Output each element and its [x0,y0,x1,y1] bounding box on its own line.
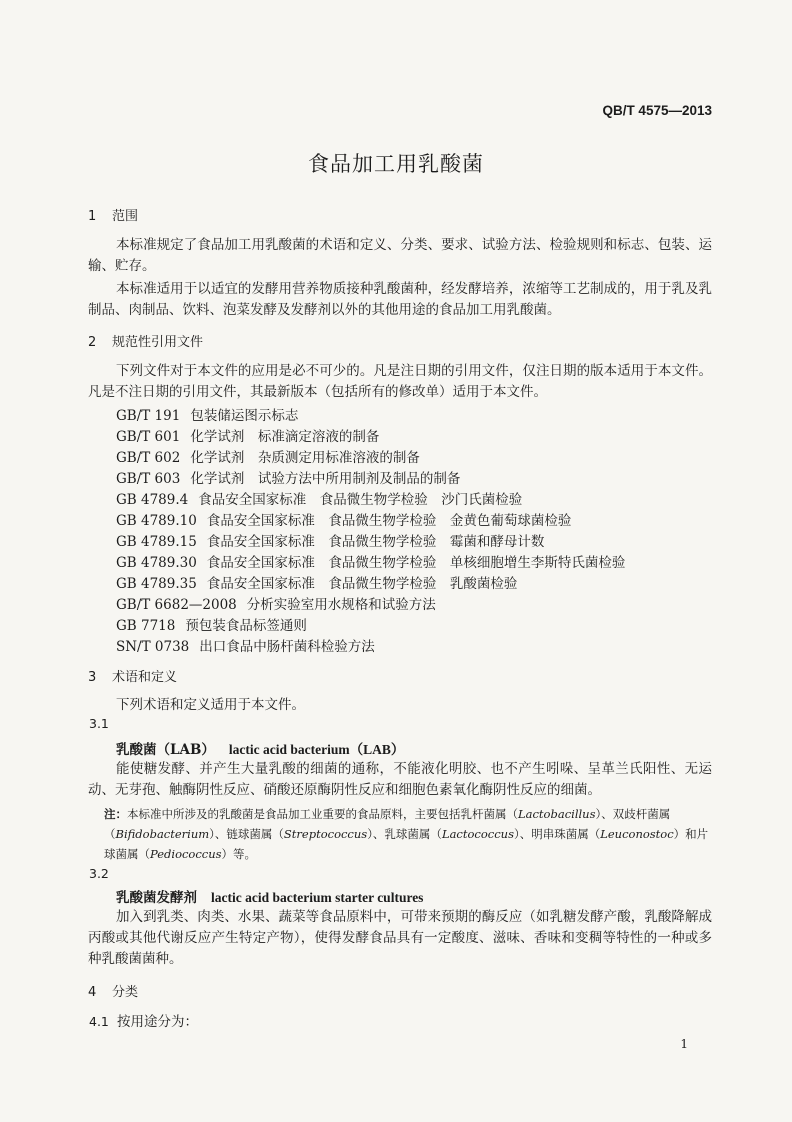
term-chinese: 乳酸菌（LAB） [116,742,215,758]
genus-name: Lactobacillus [518,807,596,821]
genus-name: Pediococcus [150,847,222,861]
genus-name: Leuconostoc [600,827,674,841]
standard-code: QB/T 4575—2013 [602,103,712,118]
reference-title: 分析实验室用水规格和试验方法 [246,597,436,613]
reference-code: GB 4789.10 [116,513,197,529]
section-number: 3 [88,670,97,685]
reference-item [116,467,460,487]
reference-title: 食品安全国家标准 食品微生物学检验 霉菌和酵母计数 [206,534,545,550]
section-number: 2 [88,335,97,350]
section-number: 1 [88,209,97,224]
terms-intro: 下列术语和定义适用于本文件。 [116,697,305,713]
reference-code: GB 4789.30 [116,555,197,571]
reference-title: 出口食品中肠杆菌科检验方法 [199,639,375,655]
reference-code: GB 4789.35 [116,576,197,592]
reference-item [116,635,375,655]
genus-name: Bifidobacterium [115,827,210,841]
scope-paragraph-1: 本标准规定了食品加工用乳酸菌的术语和定义、分类、要求、试验方法、检验规则和标志、包装、运输、贮存。 [88,237,712,274]
reference-title: 食品安全国家标准 食品微生物学检验 沙门氏菌检验 [198,492,523,508]
section-title: 规范性引用文件 [112,335,204,350]
term-chinese: 乳酸菌发酵剂 [116,890,197,906]
reference-code: GB 4789.4 [116,492,189,508]
term-heading [116,738,404,758]
reference-title: 化学试剂 杂质测定用标准溶液的制备 [190,450,420,466]
reference-item [116,509,571,529]
note-text: ）、链球菌属（ [209,827,284,841]
term-heading [116,886,423,906]
term-number: 3.2 [89,866,109,881]
reference-code: GB/T 191 [116,408,181,424]
term-english: lactic acid bacterium（LAB） [228,742,405,757]
reference-code: GB/T 602 [116,450,181,466]
reference-item [116,593,436,613]
reference-title: 化学试剂 试验方法中所用制剂及制品的制备 [190,471,461,487]
reference-item [116,572,517,592]
reference-title: 食品安全国家标准 食品微生物学检验 金黄色葡萄球菌检验 [206,513,572,529]
reference-item [116,488,522,508]
subsection-4-1 [89,1010,198,1030]
section-title: 范围 [112,209,139,224]
reference-code: GB/T 601 [116,429,181,445]
term-note [104,804,712,864]
genus-name: Streptococcus [283,827,368,841]
page-number: 1 [680,1037,688,1051]
section-1-heading [88,205,138,224]
reference-title: 食品安全国家标准 食品微生物学检验 乳酸菌检验 [206,576,518,592]
note-text: ）、乳球菌属（ [367,827,442,841]
reference-code: GB 7718 [116,618,176,634]
note-label: 注： [104,807,127,821]
reference-item [116,425,379,445]
reference-code: GB/T 603 [116,471,181,487]
reference-code: SN/T 0738 [116,639,190,655]
scope-paragraph-2: 本标准适用于以适宜的发酵用营养物质接种乳酸菌种，经发酵培养，浓缩等工艺制成的，用于乳及乳制品、肉制品、饮料、泡菜发酵及发酵剂以外的其他用途的食品加工用乳酸菌。 [88,281,712,318]
note-text: ）和片球菌属（ [104,827,709,861]
reference-title: 预包装食品标签通则 [185,618,307,634]
note-text: ）等。 [221,847,257,861]
section-2-heading [88,331,203,350]
term-number: 3.1 [89,716,109,731]
note-text: ）、双歧杆菌属（ [104,807,671,841]
references-intro: 下列文件对于本文件的应用是必不可少的。凡是注日期的引用文件，仅注日期的版本适用于本文件。凡是不注日期的引用文件，其最新版本（包括所有的修改单）适用于本文件。 [88,363,712,400]
reference-item [116,551,625,571]
reference-title: 包装储运图示标志 [190,408,299,424]
note-text: 本标准中所涉及的乳酸菌是食品加工业重要的食品原料，主要包括乳杆菌属（ [127,807,518,821]
reference-item [116,614,307,634]
term-definition: 加入到乳类、肉类、水果、蔬菜等食品原料中，可带来预期的酶反应（如乳糖发酵产酸，乳酸降解成丙酸或其他代谢反应产生特定产物），使得发酵食品具有一定酸度、滋味、香味和变稠等特性的一种或多种乳酸菌菌种。 [88,909,712,967]
term-english: lactic acid bacterium starter cultures [211,890,424,905]
subsection-number: 4.1 [89,1014,109,1029]
section-title: 分类 [112,985,139,1000]
reference-title: 化学试剂 标准滴定溶液的制备 [190,429,380,445]
reference-item [116,530,544,550]
note-text: ）、明串珠菌属（ [513,827,601,841]
section-title: 术语和定义 [112,670,178,685]
term-definition: 能使糖发酵、并产生大量乳酸的细菌的通称，不能液化明胶、也不产生吲哚、呈革兰氏阳性、无运动、无芽孢、触酶阴性反应、硝酸还原酶阴性反应和细胞色素氧化酶阴性反应的细菌。 [88,761,712,798]
reference-item [116,404,298,424]
reference-code: GB/T 6682—2008 [116,597,237,613]
genus-name: Lactococcus [441,827,514,841]
reference-item [116,446,420,466]
reference-code: GB 4789.15 [116,534,197,550]
subsection-text: 按用途分为： [117,1014,198,1030]
section-4-heading [88,981,138,1000]
document-title: 食品加工用乳酸菌 [308,152,484,176]
section-3-heading [88,666,177,685]
reference-title: 食品安全国家标准 食品微生物学检验 单核细胞增生李斯特氏菌检验 [206,555,626,571]
section-number: 4 [88,985,97,1000]
